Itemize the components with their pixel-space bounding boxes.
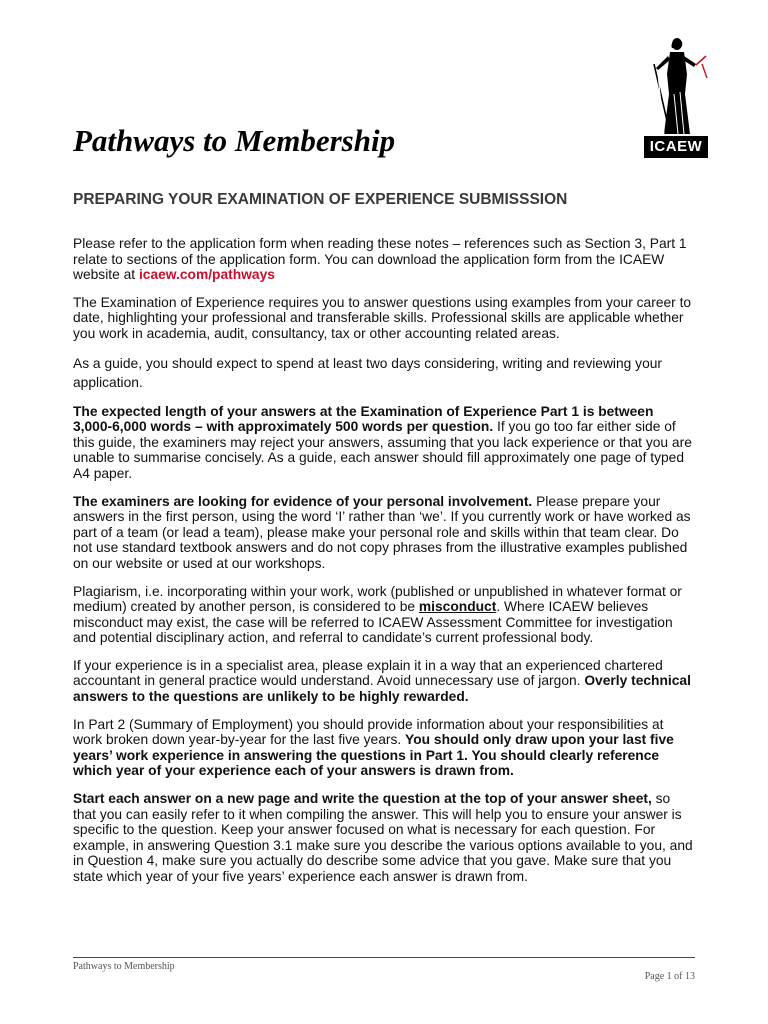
misconduct-term: misconduct <box>418 599 497 615</box>
document-body <box>73 236 693 897</box>
icaew-logo <box>644 34 708 158</box>
paragraph-new-page <box>73 791 693 885</box>
page-title: Pathways to Membership <box>73 123 396 158</box>
page-number: Page 1 of 13 <box>644 971 695 982</box>
paragraph-involvement <box>73 494 693 572</box>
paragraph-text: In Part 2 (Summary of Employment) you should provide information about your responsibilities at work broken down year-by-year for the last five years. <box>73 716 664 748</box>
paragraph-part-2 <box>73 717 693 779</box>
paragraph-text: Please prepare your answers in the first person, using the word ‘I’ rather than ‘we’. If you currently work or have worked as part of a team (or lead a team), please make your personal role and skills within that team clear. Do not use standard textbook answers and do not copy phrases from the illustrative examples published on our website or used at our workshops. <box>73 493 691 571</box>
paragraph-length <box>73 404 693 482</box>
paragraph-text: . Where ICAEW believes misconduct may exist, the case will be referred to ICAEW Assessment Committee for investigation and potential disciplinary action, and referral to candidate’s current professional body. <box>73 599 673 646</box>
paragraph-time-guide: As a guide, you should expect to spend at least two days considering, writing and reviewing your application. <box>73 355 663 390</box>
icaew-logo-text: ICAEW <box>644 136 708 158</box>
paragraph-text: Plagiarism, i.e. incorporating within your work, work (published or unpublished in whatever format or medium) created by another person, is considered to be <box>73 583 682 615</box>
icaew-logo-icon <box>644 34 708 136</box>
paragraph-bold: The expected length of your answers at the Examination of Experience Part 1 is between 3,000-6,000 words – with approximately 500 words per question. <box>73 403 654 435</box>
paragraph-text: If your experience is in a specialist area, please explain it in a way that an experienced chartered accountant in general practice would understand. Avoid unnecessary use of jargon. <box>73 657 663 689</box>
paragraph-plagiarism <box>73 584 693 646</box>
pathways-link[interactable]: icaew.com/pathways <box>138 267 275 283</box>
paragraph-bold: You should only draw upon your last five years’ work experience in answering the questions in Part 1. You should clearly reference which year of your experience each of your answers is drawn from. <box>73 732 674 779</box>
footer-title: Pathways to Membership <box>73 961 175 972</box>
paragraph-specialist <box>73 658 693 705</box>
footer-divider <box>73 957 695 958</box>
paragraph-examination: The Examination of Experience requires you to answer questions using examples from your career to date, highlighting your professional and transferable skills. Professional skills are applicable whether you work in academia, audit, consultancy, tax or other accounting related areas. <box>73 294 692 341</box>
paragraph-bold: Start each answer on a new page and write the question at the top of your answer sheet, <box>73 791 652 807</box>
paragraph-text: Please refer to the application form when reading these notes – references such as Section 3, Part 1 relate to sections of the application form. You can download the application form from the ICAEW website at <box>73 236 687 283</box>
paragraph-text: so that you can easily refer to it when compiling the answer. This will help you to ensure your answer is specific to the question. Keep your answer focused on what is necessary for each question. For example, in answering Question 3.1 make sure you describe the various options available to you, and in Question 4, make sure you actually do describe some advice that you gave. Make sure that you state which year of your five years’ experience each answer is drawn from. <box>73 791 693 884</box>
section-heading: PREPARING YOUR EXAMINATION OF EXPERIENCE SUBMISSSION <box>73 191 568 208</box>
paragraph-bold: Overly technical answers to the questions are unlikely to be highly rewarded. <box>73 673 691 705</box>
paragraph-text: If you go too far either side of this guide, the examiners may reject your answers, assuming that you lack experience or that you are unable to summarise concisely. As a guide, each answer should fill approximately one page of typed A4 paper. <box>73 419 692 481</box>
paragraph-intro <box>73 236 693 283</box>
paragraph-bold: The examiners are looking for evidence of your personal involvement. <box>73 493 533 509</box>
